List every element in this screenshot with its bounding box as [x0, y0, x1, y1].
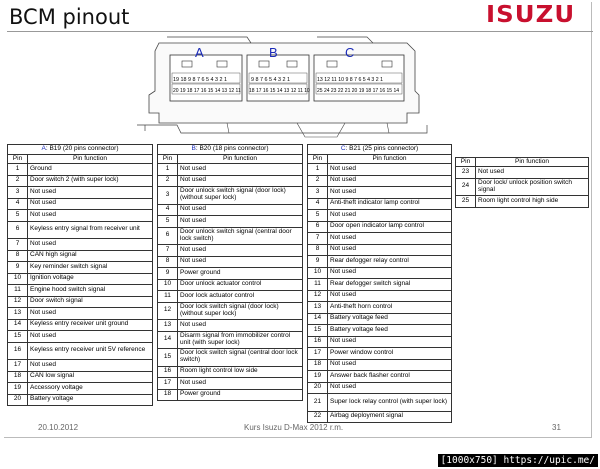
table-row: [8, 383, 153, 395]
pin-function: Key reminder switch signal: [28, 262, 153, 274]
table-row: [308, 302, 452, 314]
pin-number: 4: [158, 204, 178, 216]
pin-number: 15: [8, 331, 28, 343]
table-row: [158, 175, 303, 187]
pin-function: Accessory voltage: [28, 383, 153, 395]
pin-function: Super lock relay control (with super lock): [328, 394, 452, 412]
table-row: [308, 290, 452, 302]
pin-function: Keyless entry receiver unit ground: [28, 319, 153, 331]
table-row: [308, 267, 452, 279]
pin-number: 16: [158, 366, 178, 378]
pin-number: 18: [8, 371, 28, 383]
table-row: [158, 320, 303, 332]
pin-function: Not used: [178, 164, 303, 176]
pin-function: Not used: [28, 187, 153, 199]
pin-header: Pin: [8, 155, 28, 164]
table-row: [8, 394, 153, 406]
pin-function: Power window control: [328, 348, 452, 360]
page-title: BCM pinout: [9, 5, 130, 29]
table-row: [8, 308, 153, 320]
table-row: [8, 210, 153, 222]
connector-b-bottom-pins: 18 17 16 15 14 13 12 11 10: [249, 88, 310, 94]
table-row: [158, 378, 303, 390]
pin-number: 19: [308, 371, 328, 383]
pin-number: 21: [308, 394, 328, 412]
pin-number: 12: [308, 290, 328, 302]
table-row: [8, 319, 153, 331]
connector-b-top-pins: 9 8 7 6 5 4 3 2 1: [251, 77, 290, 83]
table-row: [158, 366, 303, 378]
table-row: [308, 411, 452, 423]
pin-number: 1: [158, 164, 178, 176]
pin-number: 8: [8, 250, 28, 262]
table-row: [158, 245, 303, 257]
pin-function: Answer back flasher control: [328, 371, 452, 383]
pin-function: Not used: [178, 378, 303, 390]
pin-header: Pin: [456, 158, 476, 167]
table-row: [308, 198, 452, 210]
pin-function: Not used: [28, 239, 153, 251]
pin-function: Anti-theft horn control: [328, 302, 452, 314]
function-header: Pin function: [328, 155, 452, 164]
pin-number: 18: [158, 389, 178, 401]
pin-function: Door lock actuator control: [178, 291, 303, 303]
pin-number: 17: [158, 378, 178, 390]
table-row: [8, 175, 153, 187]
pin-number: 3: [158, 187, 178, 205]
table-row: [158, 291, 303, 303]
pin-number: 13: [158, 320, 178, 332]
pin-number: 25: [456, 196, 476, 208]
pin-number: 6: [8, 221, 28, 239]
isuzu-logo: [486, 2, 590, 30]
table-row: [308, 210, 452, 222]
pin-number: 9: [308, 256, 328, 268]
pin-number: 13: [308, 302, 328, 314]
pinout-table-b: [157, 144, 303, 401]
table-row: [308, 233, 452, 245]
connector-c-top-pins: 13 12 11 10 9 8 7 6 5 4 3 2 1: [317, 77, 383, 83]
footer-course: Kurs Isuzu D-Max 2012 r.m.: [244, 423, 344, 432]
pin-function: Not used: [28, 360, 153, 372]
pin-number: 24: [456, 178, 476, 196]
pin-function: Not used: [328, 175, 452, 187]
pin-number: 8: [158, 256, 178, 268]
pin-number: 18: [308, 359, 328, 371]
pin-number: 5: [158, 216, 178, 228]
pin-number: 15: [308, 325, 328, 337]
pin-number: 5: [308, 210, 328, 222]
table-row: [158, 302, 303, 320]
pin-number: 16: [8, 342, 28, 360]
watermark: [1000x750] https://upic.me/: [438, 454, 598, 467]
pin-function: Room light control low side: [178, 366, 303, 378]
table-row: [308, 313, 452, 325]
pinout-table-c-continued: [455, 157, 589, 208]
table-row: [158, 164, 303, 176]
pin-function: Battery voltage feed: [328, 313, 452, 325]
pin-function: Not used: [328, 382, 452, 394]
pin-function: Keyless entry signal from receiver unit: [28, 221, 153, 239]
pin-function: Door open indicator lamp control: [328, 221, 452, 233]
table-row: [8, 285, 153, 297]
pin-function: Power ground: [178, 268, 303, 280]
pin-function: Not used: [328, 359, 452, 371]
table-row: [158, 187, 303, 205]
table-row: [158, 256, 303, 268]
table-row: [8, 296, 153, 308]
pin-function: Not used: [178, 245, 303, 257]
pin-function: CAN low signal: [28, 371, 153, 383]
table-row: [456, 178, 589, 196]
pin-header: Pin: [308, 155, 328, 164]
connector-label-b: B: [269, 45, 278, 60]
pin-number: 10: [158, 279, 178, 291]
pin-function: Rear defogger relay control: [328, 256, 452, 268]
pin-function: Door switch signal: [28, 296, 153, 308]
pin-number: 11: [158, 291, 178, 303]
pin-function: Door lock/ unlock position switch signal: [476, 178, 589, 196]
table-row: [308, 244, 452, 256]
table-row: [8, 360, 153, 372]
pin-function: Airbag deployment signal: [328, 411, 452, 423]
pin-number: 22: [308, 411, 328, 423]
pin-function: Not used: [328, 187, 452, 199]
pin-function: Door lock switch signal (central door lock switch): [178, 349, 303, 367]
table-row: [308, 164, 452, 176]
pin-number: 1: [8, 164, 28, 176]
pin-header: Pin: [158, 155, 178, 164]
pin-function: Door unlock actuator control: [178, 279, 303, 291]
pin-number: 4: [8, 198, 28, 210]
pin-function: Anti-theft indicator lamp control: [328, 198, 452, 210]
pin-number: 13: [8, 308, 28, 320]
pin-function: Room light control high side: [476, 196, 589, 208]
pin-function: Not used: [178, 216, 303, 228]
table-row: [456, 167, 589, 179]
pin-number: 17: [8, 360, 28, 372]
pin-function: Keyless entry receiver unit 5V reference: [28, 342, 153, 360]
pin-function: Not used: [328, 244, 452, 256]
pin-number: 2: [158, 175, 178, 187]
pin-number: 15: [158, 349, 178, 367]
function-header: Pin function: [178, 155, 303, 164]
table-row: [158, 389, 303, 401]
pinout-table-c: [307, 144, 452, 423]
pin-function: Battery voltage feed: [328, 325, 452, 337]
pin-function: Not used: [178, 320, 303, 332]
table-row: [308, 348, 452, 360]
pin-number: 6: [308, 221, 328, 233]
table-row: [308, 371, 452, 383]
table-row: [158, 279, 303, 291]
pin-function: Not used: [476, 167, 589, 179]
pin-function: Rear defogger switch signal: [328, 279, 452, 291]
pin-function: Not used: [28, 308, 153, 320]
connector-label-a: A: [195, 45, 204, 60]
pin-number: 11: [308, 279, 328, 291]
connector-label-c: C: [345, 45, 355, 60]
table-row: [308, 394, 452, 412]
table-row: [8, 371, 153, 383]
pin-number: 4: [308, 198, 328, 210]
pin-number: 11: [8, 285, 28, 297]
pin-function: Not used: [328, 336, 452, 348]
title-divider: [7, 31, 593, 32]
pin-function: Not used: [178, 175, 303, 187]
pin-function: Not used: [28, 210, 153, 222]
pin-function: Power ground: [178, 389, 303, 401]
pin-function: Not used: [328, 267, 452, 279]
footer-page-number: 31: [552, 423, 561, 432]
pin-number: 14: [8, 319, 28, 331]
pin-number: 1: [308, 164, 328, 176]
pin-number: 12: [8, 296, 28, 308]
pin-number: 20: [308, 382, 328, 394]
pin-function: Door unlock switch signal (central door lock switch): [178, 227, 303, 245]
pin-function: Door lock switch signal (door lock) (without super lock): [178, 302, 303, 320]
table-row: [8, 239, 153, 251]
pin-number: 7: [158, 245, 178, 257]
pin-number: 2: [8, 175, 28, 187]
pin-number: 9: [158, 268, 178, 280]
table-row: [158, 204, 303, 216]
pin-function: Not used: [328, 210, 452, 222]
table-row: [158, 331, 303, 349]
table-row: [8, 187, 153, 199]
table-row: [308, 256, 452, 268]
function-header: Pin function: [28, 155, 153, 164]
table-row: [158, 227, 303, 245]
table-row: [158, 349, 303, 367]
footer-date: 20.10.2012: [38, 423, 79, 432]
table-row: [308, 187, 452, 199]
table-row: [158, 268, 303, 280]
table-row: [308, 279, 452, 291]
table-row: [8, 331, 153, 343]
table-row: [456, 196, 589, 208]
table-row: [308, 359, 452, 371]
pin-number: 19: [8, 383, 28, 395]
pin-number: 14: [158, 331, 178, 349]
pin-function: Not used: [28, 198, 153, 210]
bcm-connector-diagram: [137, 33, 437, 143]
pin-number: 10: [8, 273, 28, 285]
connector-c-bottom-pins: 25 24 23 22 21 20 19 18 17 16 15 14: [317, 88, 400, 94]
pin-number: 3: [8, 187, 28, 199]
pin-number: 7: [8, 239, 28, 251]
pin-function: Not used: [328, 290, 452, 302]
pinout-table-a: [7, 144, 153, 406]
table-c-caption: C: B21 (25 pins connector): [308, 145, 452, 155]
table-row: [8, 164, 153, 176]
pin-number: 10: [308, 267, 328, 279]
pin-function: Not used: [328, 164, 452, 176]
pin-function: Door switch 2 (with super lock): [28, 175, 153, 187]
pin-number: 17: [308, 348, 328, 360]
pin-function: Not used: [178, 256, 303, 268]
pin-function: CAN high signal: [28, 250, 153, 262]
table-b-caption: B: B20 (18 pins connector): [158, 145, 303, 155]
pin-function: Not used: [28, 331, 153, 343]
pin-number: 23: [456, 167, 476, 179]
pin-number: 7: [308, 233, 328, 245]
table-row: [158, 216, 303, 228]
table-row: [8, 342, 153, 360]
table-a-caption: A: B19 (20 pins connector): [8, 145, 153, 155]
table-row: [308, 336, 452, 348]
pin-number: 12: [158, 302, 178, 320]
pin-number: 9: [8, 262, 28, 274]
pin-function: Door unlock switch signal (door lock) (without super lock): [178, 187, 303, 205]
pin-function: Ignition voltage: [28, 273, 153, 285]
pin-function: Not used: [178, 204, 303, 216]
pin-number: 16: [308, 336, 328, 348]
pin-function: Disarm signal from immobilizer control unit (with super lock): [178, 331, 303, 349]
table-row: [308, 325, 452, 337]
table-row: [8, 198, 153, 210]
pin-number: 14: [308, 313, 328, 325]
pin-number: 2: [308, 175, 328, 187]
pin-number: 3: [308, 187, 328, 199]
table-row: [8, 262, 153, 274]
pin-function: Not used: [328, 233, 452, 245]
table-row: [308, 221, 452, 233]
pin-number: 6: [158, 227, 178, 245]
pin-function: Battery voltage: [28, 394, 153, 406]
table-row: [8, 221, 153, 239]
brand-wordmark: ISUZU: [486, 2, 576, 28]
function-header: Pin function: [476, 158, 589, 167]
pin-number: 5: [8, 210, 28, 222]
pin-number: 20: [8, 394, 28, 406]
pin-number: 8: [308, 244, 328, 256]
table-row: [308, 175, 452, 187]
connector-a-bottom-pins: 20 19 18 17 16 15 14 13 12 11: [173, 88, 241, 94]
table-row: [308, 382, 452, 394]
pin-function: Ground: [28, 164, 153, 176]
pin-function: Engine hood switch signal: [28, 285, 153, 297]
connector-a-top-pins: 19 18 9 8 7 6 5 4 3 2 1: [173, 77, 227, 83]
table-row: [8, 250, 153, 262]
table-row: [8, 273, 153, 285]
